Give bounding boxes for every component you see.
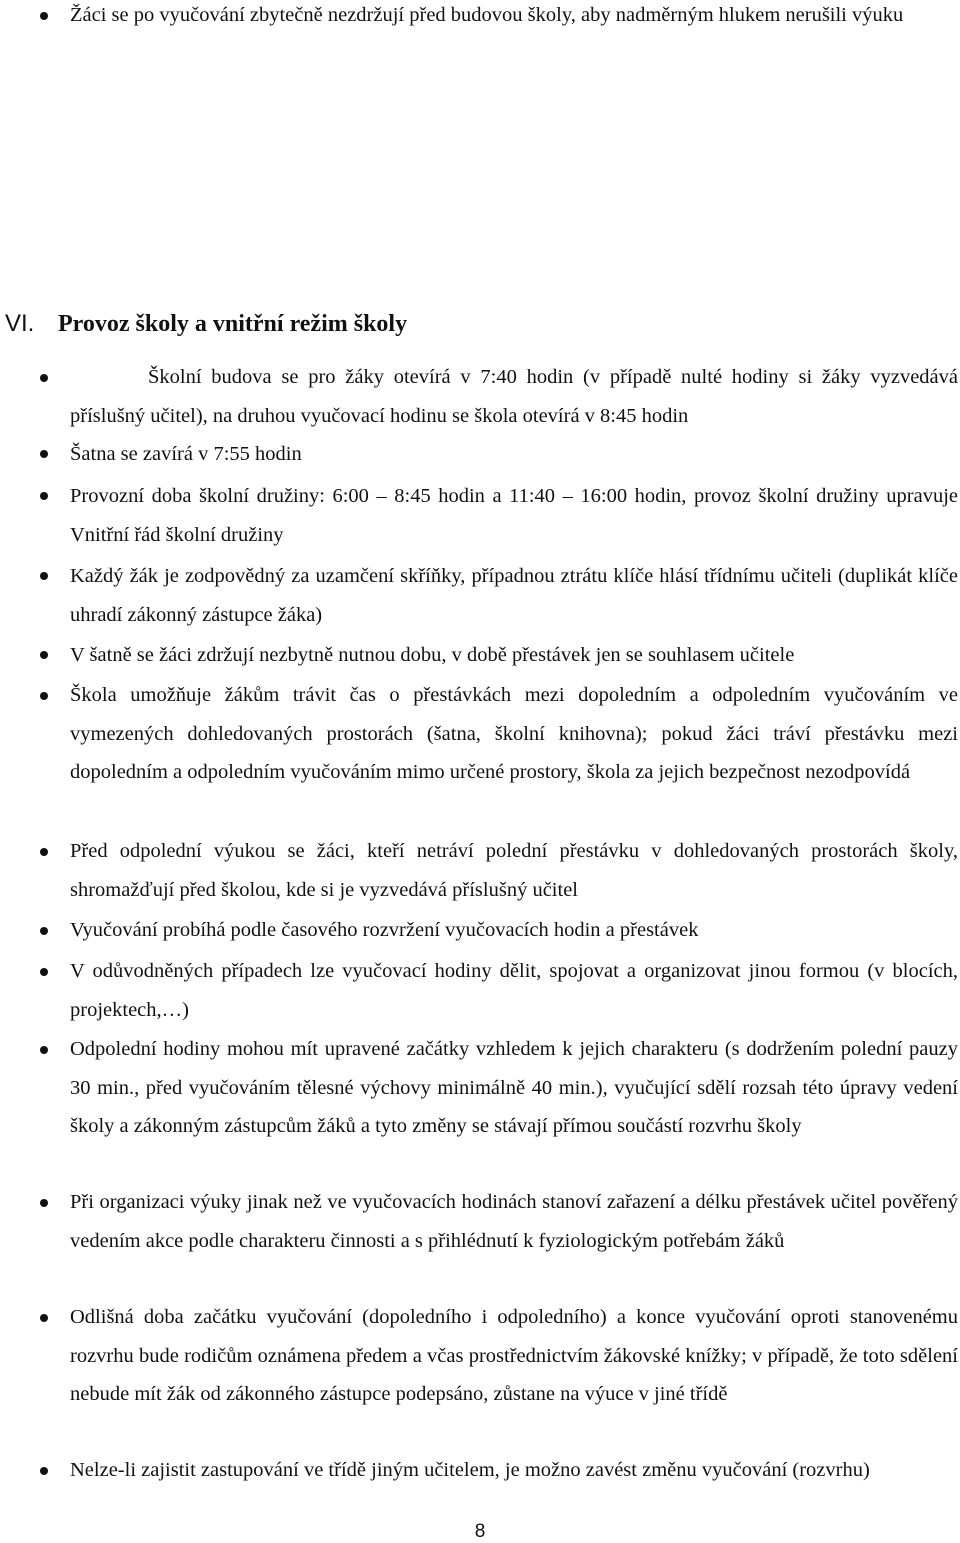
list-item: Škola umožňuje žákům trávit čas o přestávkách mezi dopoledním a odpoledním vyučováním ve vymezených dohledovaných prostorách (šatna, školní knihovna); pokud žáci tráví přestávku mezi dopoledním a odpoledním vyučováním mimo určené prostory, škola za jejich bezpečnost nezodpovídá — [70, 684, 958, 784]
list-item: Vyučování probíhá podle časového rozvržení vyučovacích hodin a přestávek — [70, 919, 699, 941]
list-item: V šatně se žáci zdržují nezbytně nutnou dobu, v době přestávek jen se souhlasem učitele — [70, 644, 795, 666]
bullet-dot — [40, 12, 48, 20]
bullet-dot — [40, 848, 48, 856]
list-item: Odlišná doba začátku vyučování (dopoledního i odpoledního) a konce vyučování oproti stanovenému rozvrhu bude rodičům oznámena předem a včas prostřednictvím žákovské knížky; v případě, že toto sdělení nebude mít žák od zákonného zástupce podepsáno, zůstane na výuce v jiné třídě — [70, 1306, 958, 1406]
bullet-dot — [40, 1467, 48, 1475]
bullet-dot — [40, 572, 48, 580]
section-number: VI. — [5, 310, 35, 337]
list-item: Provozní doba školní družiny: 6:00 – 8:45 hodin a 11:40 – 16:00 hodin, provoz školní družiny upravuje Vnitřní řád školní družiny — [70, 485, 958, 546]
bullet-dot — [40, 450, 48, 458]
bullet-dot — [40, 968, 48, 976]
list-item-top: Žáci se po vyučování zbytečně nezdržují před budovou školy, aby nadměrným hlukem nerušili výuku — [70, 4, 904, 26]
section-heading — [0, 306, 960, 342]
list-item: Před odpolední výukou se žáci, kteří netráví polední přestávku v dohledovaných prostorách školy, shromažďují před školou, kde si je vyzvedává příslušný učitel — [70, 840, 958, 901]
list-item: Šatna se zavírá v 7:55 hodin — [70, 443, 302, 465]
bullet-dot — [40, 651, 48, 659]
list-item: Při organizaci výuky jinak než ve vyučovacích hodinách stanoví zařazení a délku přestávek učitel pověřený vedením akce podle charakteru činnosti a s přihlédnutí k fyziologickým potřebám žáků — [70, 1191, 958, 1252]
list-item: Každý žák je zodpovědný za uzamčení skříňky, případnou ztrátu klíče hlásí třídnímu učiteli (duplikát klíče uhradí zákonný zástupce žáka) — [70, 565, 958, 626]
bullet-dot — [40, 374, 48, 382]
bullet-dot — [40, 492, 48, 500]
list-item: V odůvodněných případech lze vyučovací hodiny dělit, spojovat a organizovat jinou formou (v blocích, projektech,…) — [70, 960, 958, 1021]
list-item: Odpolední hodiny mohou mít upravené začátky vzhledem k jejich charakteru (s dodržením polední pauzy 30 min., před vyučováním tělesné výchovy minimálně 40 min.), vyučující sdělí rozsah této úpravy vedení školy a zákonným zástupcům žáků a tyto změny se stávají přímou součástí rozvrhu školy — [70, 1038, 958, 1138]
list-item: Školní budova se pro žáky otevírá v 7:40 hodin (v případě nulté hodiny si žáky vyzvedává příslušný učitel), na druhou vyučovací hodinu se škola otevírá v 8:45 hodin — [70, 366, 958, 427]
bullet-dot — [40, 927, 48, 935]
page-number: 8 — [474, 1521, 486, 1542]
bullet-dot — [40, 1046, 48, 1054]
section-title: Provoz školy a vnitřní režim školy — [58, 311, 408, 337]
bullet-dot — [40, 1314, 48, 1322]
list-item: Nelze-li zajistit zastupování ve třídě jiným učitelem, je možno zavést změnu vyučování (rozvrhu) — [70, 1459, 870, 1481]
bullet-dot — [40, 692, 48, 700]
bullet-dot — [40, 1199, 48, 1207]
